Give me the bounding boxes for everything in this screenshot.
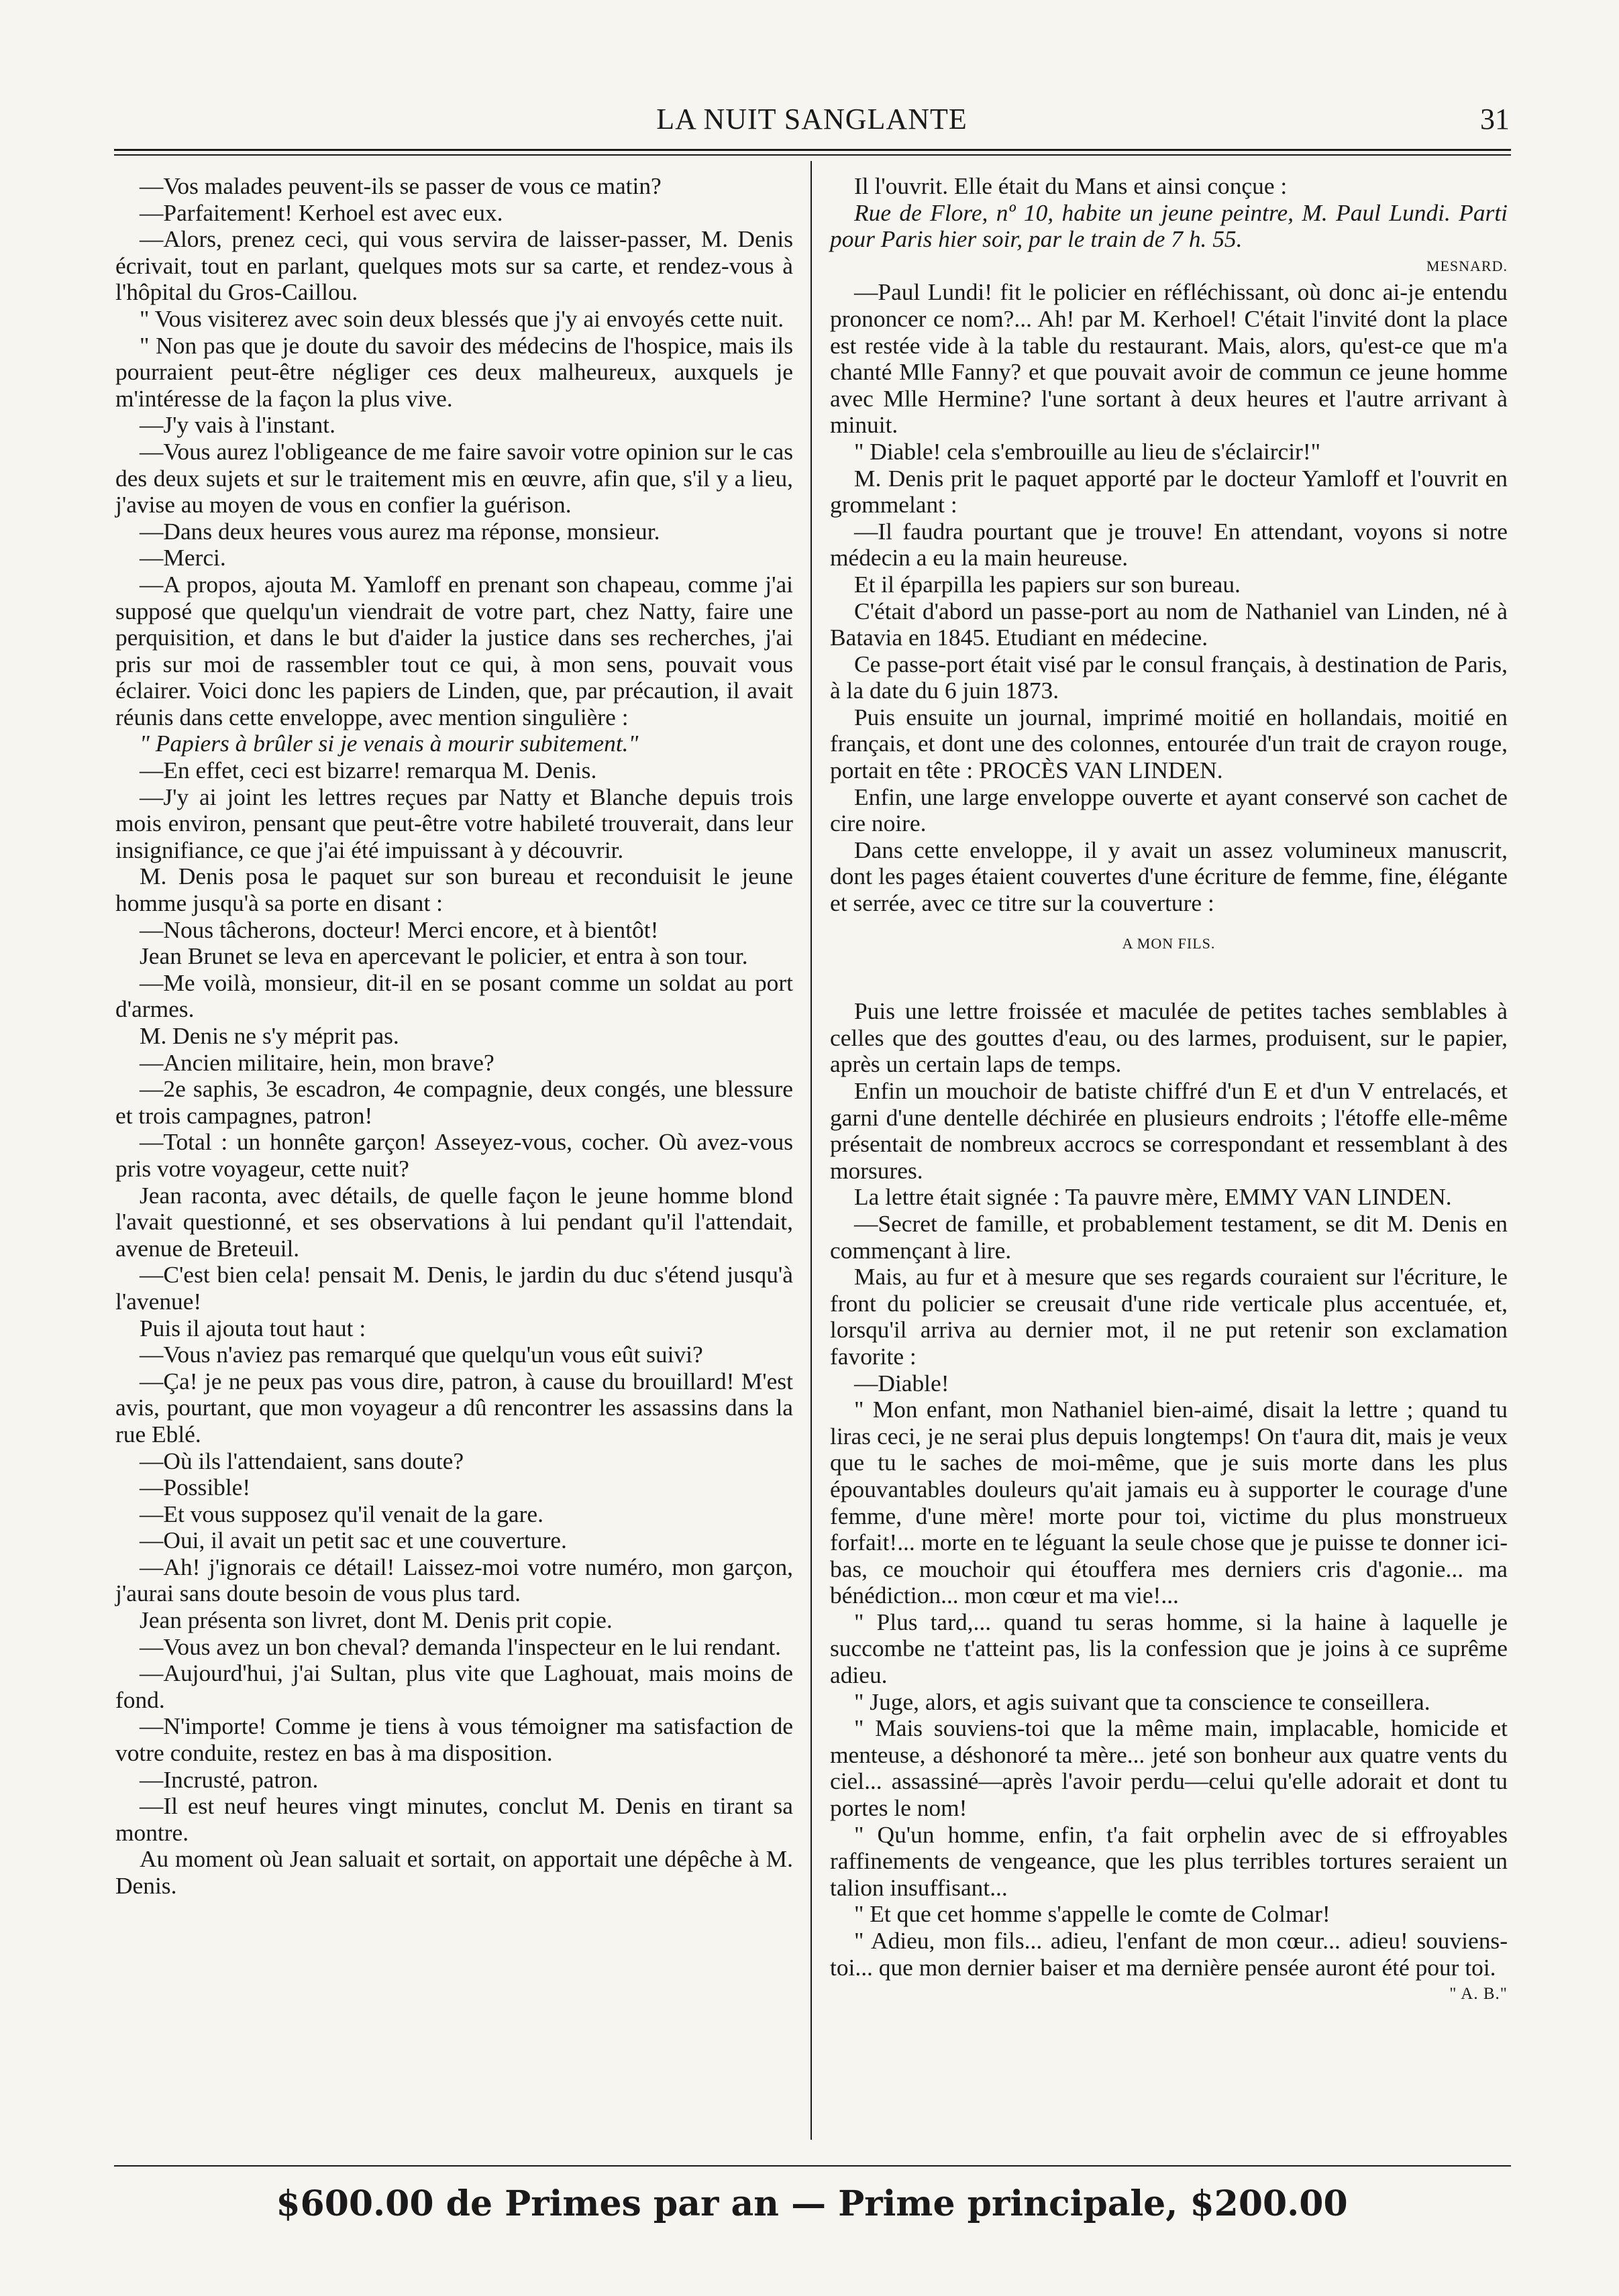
paragraph: —Ah! j'ignorais ce détail! Laissez-moi votre numéro, mon garçon, j'aurai sans doute besoin de vous plus tard. [115,1553,793,1607]
paragraph: Puis il ajouta tout haut : [140,1314,366,1342]
paragraph: " Plus tard,... quand tu seras homme, si la haine à laquelle je succombe ne t'atteint pas, lis la confession que je joins à ce suprême adieu. [830,1608,1508,1689]
page-header [114,101,1510,141]
footer-rule [114,2165,1511,2167]
quoted-inscription: " Papiers à brûler si je venais à mourir subitement." [140,730,639,757]
paragraph: Jean Brunet se leva en apercevant le policier, et entra à son tour. [140,942,748,970]
paragraph: M. Denis posa le paquet sur son bureau et reconduisit le jeune homme jusqu'à sa porte en disant : [115,863,793,917]
paragraph: M. Denis ne s'y méprit pas. [140,1022,399,1049]
paragraph: " Diable! cela s'embrouille au lieu de s'éclaircir!" [854,437,1321,465]
paragraph: —Il est neuf heures vingt minutes, conclut M. Denis en tirant sa montre. [115,1792,793,1846]
paragraph: La lettre était signée : Ta pauvre mère, EMMY VAN LINDEN. [854,1183,1452,1211]
paragraph: C'était d'abord un passe-port au nom de Nathaniel van Linden, né à Batavia en 1845. Etudiant en médecine. [830,597,1508,651]
paragraph: —Incrusté, patron. [140,1765,319,1793]
paragraph: Puis une lettre froissée et maculée de petites taches semblables à celles que des gouttes d'eau, ou des larmes, produisent, sur le papier, après un certain laps de temps. [830,997,1508,1078]
paragraph: —Oui, il avait un petit sac et une couverture. [140,1527,567,1554]
footer-advertisement: $600.00 de Primes par an — Prime principale, $200.00 [276,2183,1348,2224]
paragraph: Mais, au fur et à mesure que ses regards couraient sur l'écriture, le front du policier se creusait d'une ride verticale plus accentuée, et, lorsqu'il arriva au dernier mot, il ne put retenir son exclamation favorite : [830,1263,1508,1370]
paragraph: Et il éparpilla les papiers sur son bureau. [854,570,1241,598]
paragraph: Jean présenta son livret, dont M. Denis prit copie. [140,1606,613,1634]
paragraph: Au moment où Jean saluait et sortait, on apportait une dépêche à M. Denis. [115,1845,793,1899]
paragraph: Il l'ouvrit. Elle était du Mans et ainsi conçue : [854,172,1288,199]
paragraph: " Et que cet homme s'appelle le comte de Colmar! [854,1900,1330,1928]
paragraph: Jean raconta, avec détails, de quelle façon le jeune homme blond l'avait questionné, et ses observations à lui pendant qu'il l'attendait, avenue de Breteuil. [115,1181,793,1262]
right-column [830,173,1508,2008]
paragraph: —Merci. [140,544,226,571]
paragraph: —Possible! [140,1474,251,1501]
paragraph: —Aujourd'hui, j'ai Sultan, plus vite que Laghouat, mais moins de fond. [115,1659,793,1713]
paragraph: —Total : un honnête garçon! Asseyez-vous, cocher. Où avez-vous pris votre voyageur, cette nuit? [115,1128,793,1182]
paragraph: —A propos, ajouta M. Yamloff en prenant son chapeau, comme j'ai supposé que quelqu'un viendrait de votre part, chez Natty, faire une perquisition, et dans le but d'aider la justice dans ses recherches, j'ai pris sur moi de rassembler tout ce qui, à mon sens, pouvait vous éclairer. Voici donc les papiers de Linden, que, par précaution, il avait réunis dans cette enveloppe, avec mention singulière : [115,570,793,730]
page-number: 31 [1480,103,1510,135]
paragraph: —Dans deux heures vous aurez ma réponse, monsieur. [140,517,660,545]
paragraph: —En effet, ceci est bizarre! remarqua M. Denis. [140,757,597,784]
paragraph: —Où ils l'attendaient, sans doute? [140,1447,464,1474]
paragraph: Enfin un mouchoir de batiste chiffré d'un E et d'un V entrelacés, et garni d'une dentelle déchirée en plusieurs endroits ; l'étoffe elle-même présentait de nombreux accrocs se correspondant et ressemblant à des morsures. [830,1077,1508,1184]
letter-signature: " A. B." [1449,1985,1508,2004]
header-rule-top [114,149,1511,151]
paragraph: Puis ensuite un journal, imprimé moitié en hollandais, moitié en français, et dont une des colonnes, entourée d'un trait de crayon rouge, portait en tête : PROCÈS VAN LINDEN. [830,703,1508,784]
paragraph: —Il faudra pourtant que je trouve! En attendant, voyons si notre médecin a eu la main heureuse. [830,517,1508,571]
header-rule-bottom [114,154,1511,156]
paragraph: —Vos malades peuvent-ils se passer de vous ce matin? [140,172,662,199]
paragraph: —N'importe! Comme je tiens à vous témoigner ma satisfaction de votre conduite, restez en bas à ma disposition. [115,1712,793,1767]
telegram-text: Rue de Flore, nº 10, habite un jeune peintre, M. Paul Lundi. Parti pour Paris hier soir, par le train de 7 h. 55. [830,199,1508,253]
paragraph: —Vous aurez l'obligeance de me faire savoir votre opinion sur le cas des deux sujets et sur le traitement mis en œuvre, afin que, s'il y a lieu, j'avise au moyen de vous en confier la guérison. [115,437,793,518]
paragraph: —J'y vais à l'instant. [140,411,335,439]
paragraph: " Non pas que je doute du savoir des médecins de l'hospice, mais ils pourraient peut-être négliger ces deux malheureux, auxquels je m'intéresse de la façon la plus vive. [115,331,793,412]
paragraph: —Alors, prenez ceci, qui vous servira de laisser-passer, M. Denis écrivait, tout en parlant, quelques mots sur sa carte, et rendez-vous à l'hôpital du Gros-Caillou. [115,225,793,306]
paragraph: —Ancien militaire, hein, mon brave? [140,1048,494,1076]
paragraph: —2e saphis, 3e escadron, 4e compagnie, deux congés, une blessure et trois campagnes, patron! [115,1075,793,1129]
column-divider [811,161,812,2140]
paragraph: —Secret de famille, et probablement testament, se dit M. Denis en commençant à lire. [830,1209,1508,1264]
paragraph: —Ça! je ne peux pas vous dire, patron, à cause du brouillard! M'est avis, pourtant, que mon voyageur a dû rencontrer les assassins dans la rue Eblé. [115,1367,793,1447]
paragraph: " Mon enfant, mon Nathaniel bien-aimé, disait la lettre ; quand tu liras ceci, je ne serai plus depuis longtemps! On t'aura dit, mais je veux que tu le saches de moi-même, que je suis morte dans les plus épouvantables douleurs qu'ait jamais eu à supporter le courage d'une femme, d'une mère! morte pour toi, victime du plus monstrueux forfait!... morte en te léguant la seule chose que je puisse te donner ici-bas, ce mouchoir qui étouffera mes derniers cris d'agonie... ma bénédiction... mon cœur et ma vie!... [830,1396,1508,1609]
paragraph: " Juge, alors, et agis suivant que ta conscience te conseillera. [854,1688,1430,1715]
paragraph: " Adieu, mon fils... adieu, l'enfant de mon cœur... adieu! souviens-toi... que mon dernier baiser et ma dernière pensée auront été pour toi. [830,1927,1508,1981]
paragraph: —C'est bien cela! pensait M. Denis, le jardin du duc s'étend jusqu'à l'avenue! [115,1261,793,1315]
paragraph: —Nous tâcherons, docteur! Merci encore, et à bientôt! [140,916,659,943]
paragraph: " Mais souviens-toi que la même main, implacable, homicide et menteuse, a déshonoré ta mère... jeté son bonheur aux quatre vents du ciel... assassiné—après l'avoir perdu—celui qu'elle adorait et dont tu portes le nom! [830,1714,1508,1822]
paragraph: —Vous avez un bon cheval? demanda l'inspecteur en le lui rendant. [140,1633,782,1660]
paragraph: —Et vous supposez qu'il venait de la gare. [140,1500,543,1527]
paragraph: " Vous visiterez avec soin deux blessés que j'y ai envoyés cette nuit. [140,305,784,332]
telegram-signature: MESNARD. [1426,257,1508,274]
left-column [115,173,793,1900]
paragraph: Ce passe-port était visé par le consul français, à destination de Paris, à la date du 6 juin 1873. [830,650,1508,704]
paragraph: —Vous n'aviez pas remarqué que quelqu'un vous eût suivi? [140,1341,703,1368]
paragraph: —Paul Lundi! fit le policier en réfléchissant, où donc ai-je entendu prononcer ce nom?... Ah! par M. Kerhoel! C'était l'invité dont la place est restée vide à la table du restaurant. Mais, alors, qu'est-ce que m'a chanté Mlle Fanny? et que pouvait avoir de commun ce jeune homme avec Mlle Hermine? l'une sortant à deux heures et l'autre arrivant à minuit. [830,278,1508,439]
paragraph: " Qu'un homme, enfin, t'a fait orphelin avec de si effroyables raffinements de vengeance, que les plus terribles tortures seraient un talion insuffisant... [830,1820,1508,1901]
paragraph: —J'y ai joint les lettres reçues par Natty et Blanche depuis trois mois environ, pensant que peut-être votre habileté trouverait, dans leur insignifiance, ce que j'ai été impuissant à y découvrir. [115,783,793,863]
paragraph: Enfin, une large enveloppe ouverte et ayant conservé son cachet de cire noire. [830,783,1508,837]
running-title: LA NUIT SANGLANTE [656,103,968,135]
paragraph: M. Denis prit le paquet apporté par le docteur Yamloff et l'ouvrit en grommelant : [830,464,1508,518]
paragraph: —Parfaitement! Kerhoel est avec eux. [140,199,503,226]
paragraph: —Me voilà, monsieur, dit-il en se posant comme un soldat au port d'armes. [115,969,793,1023]
manuscript-title: A MON FILS. [1122,934,1216,952]
paragraph: Dans cette enveloppe, il y avait un assez volumineux manuscrit, dont les pages étaient couvertes d'une écriture de femme, fine, élégante et serrée, avec ce titre sur la couverture : [830,836,1508,917]
paragraph: —Diable! [854,1369,949,1397]
